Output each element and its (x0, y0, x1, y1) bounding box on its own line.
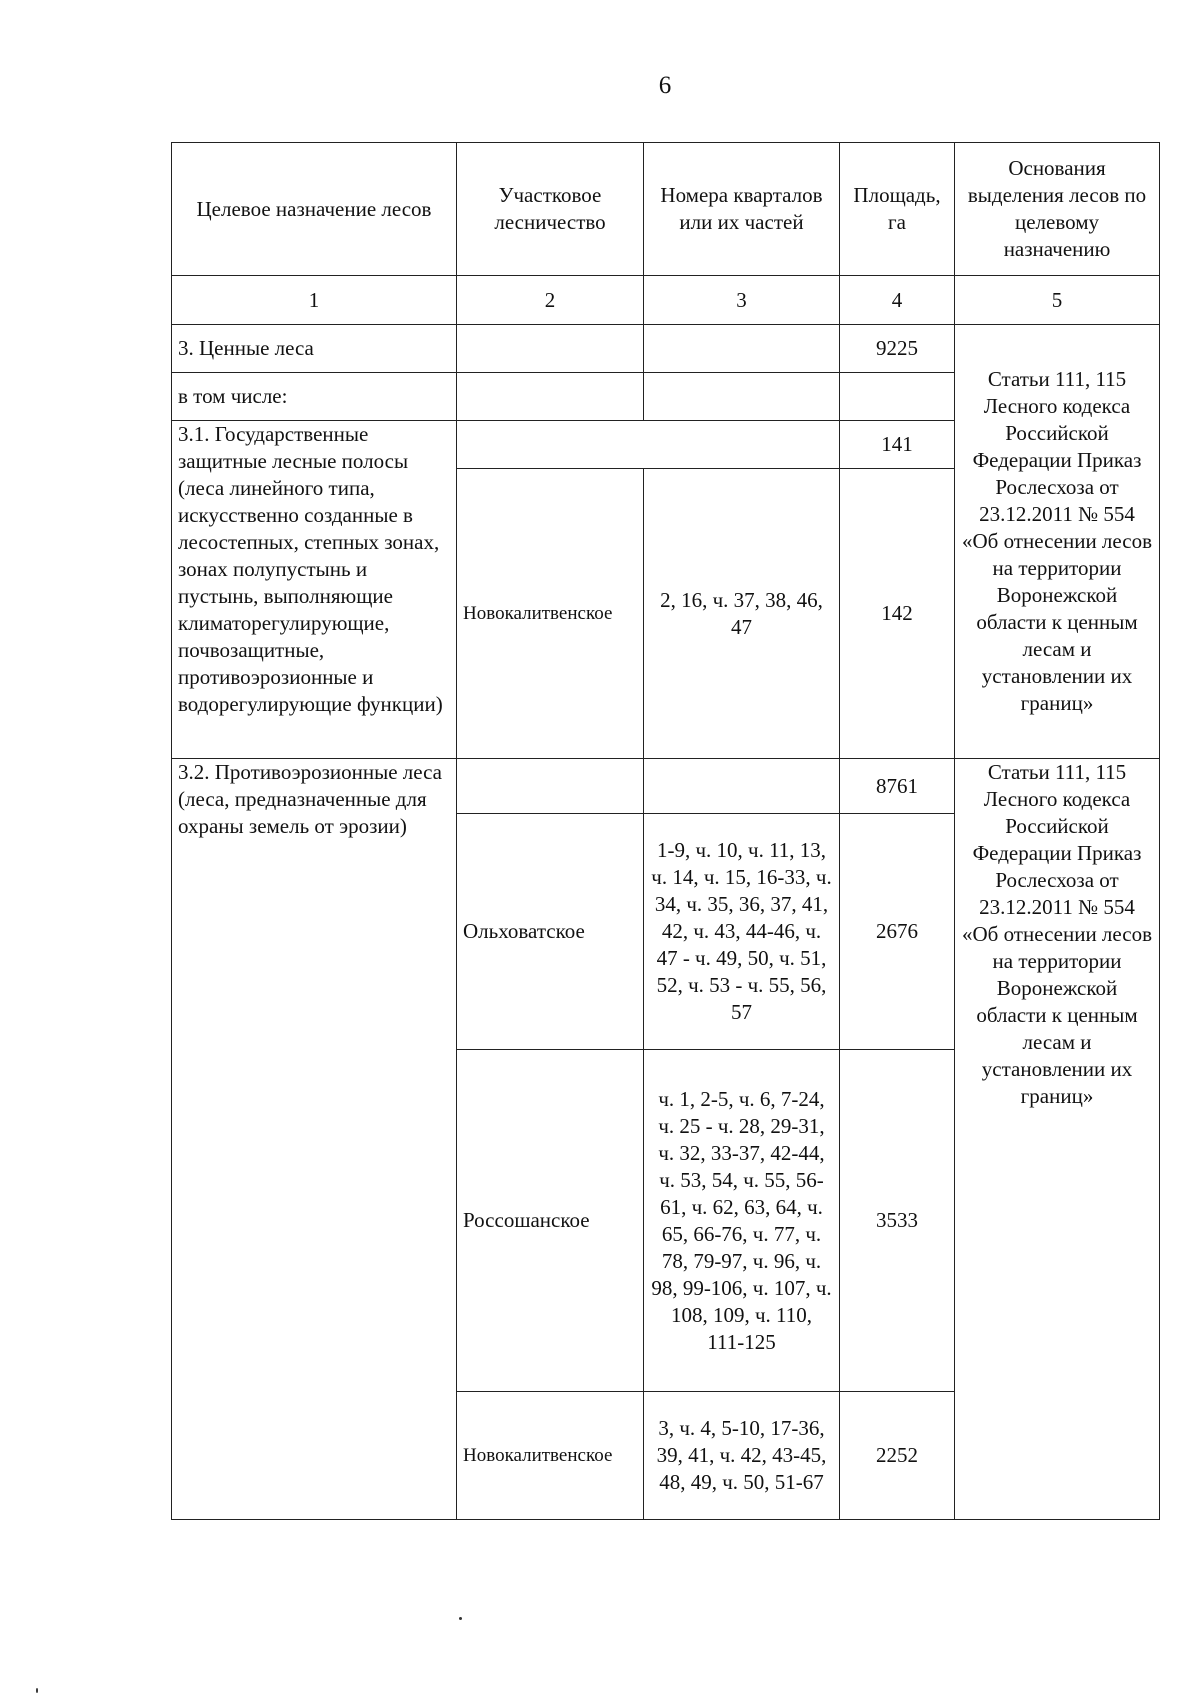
anti-erosion-area-total: 8761 (840, 759, 955, 814)
area-value: 2252 (840, 1392, 955, 1520)
forestry-name: Новокалитвенское (457, 1392, 644, 1520)
column-number: 5 (955, 276, 1160, 325)
basis-cell-1: Статьи 111, 115 Лесного кодекса Российской Федерации Приказ Рослесхоза от 23.12.2011 № 554 «Об отнесении лесов на территории Воронежской области к ценным лесам и установлении их границ» (955, 325, 1160, 759)
scan-speck (36, 1688, 38, 1693)
area-value: 2676 (840, 814, 955, 1050)
header-forestry: Участковое лесничество (457, 143, 644, 276)
header-purpose: Целевое назначение лесов (172, 143, 457, 276)
basis-cell-2: Статьи 111, 115 Лесного кодекса Российской Федерации Приказ Рослесхоза от 23.12.2011 № 554 «Об отнесении лесов на территории Воронежской области к ценным лесам и установлении их границ» (955, 759, 1160, 1520)
table-header-row (172, 143, 1160, 276)
area-value: 3533 (840, 1050, 955, 1392)
column-number: 4 (840, 276, 955, 325)
column-number: 2 (457, 276, 644, 325)
shelterbelt-area-total: 141 (840, 421, 955, 469)
quarter-numbers: 1-9, ч. 10, ч. 11, 13, ч. 14, ч. 15, 16-33, ч. 34, ч. 35, 36, 37, 41, 42, ч. 43, 44-46, ч. 47 - ч. 49, 50, ч. 51, 52, ч. 53 - ч. 55, 56, 57 (644, 814, 840, 1050)
header-basis: Основания выделения лесов по целевому назначению (955, 143, 1160, 276)
page-number: 6 (658, 72, 672, 99)
forestry-name: Россошанское (457, 1050, 644, 1392)
table-row (172, 325, 1160, 373)
area-value: 142 (840, 469, 955, 759)
including-label: в том числе: (172, 373, 457, 421)
table-row (172, 759, 1160, 814)
column-number: 3 (644, 276, 840, 325)
column-number: 1 (172, 276, 457, 325)
forestry-name: Новокалитвенское (457, 469, 644, 759)
quarter-numbers: ч. 1, 2-5, ч. 6, 7-24, ч. 25 - ч. 28, 29-31, ч. 32, 33-37, 42-44, ч. 53, 54, ч. 55, 56-61, ч. 62, 63, 64, ч. 65, 66-76, ч. 77, ч. 78, 79-97, ч. 96, ч. 98, 99-106, ч. 107, ч. 108, 109, ч. 110, 111-125 (644, 1050, 840, 1392)
scan-speck (459, 1617, 462, 1620)
forest-purpose-table (171, 142, 1160, 1520)
quarter-numbers: 2, 16, ч. 37, 38, 46, 47 (644, 469, 840, 759)
header-quarters: Номера кварталов или их частей (644, 143, 840, 276)
anti-erosion-label: 3.2. Противоэрозионные леса (леса, предназначенные для охраны земель от эрозии) (172, 759, 457, 1520)
quarter-numbers: 3, ч. 4, 5-10, 17-36, 39, 41, ч. 42, 43-45, 48, 49, ч. 50, 51-67 (644, 1392, 840, 1520)
header-area: Площадь, га (840, 143, 955, 276)
valuable-forests-label: 3. Ценные леса (172, 325, 457, 373)
column-number-row (172, 276, 1160, 325)
forestry-name: Ольховатское (457, 814, 644, 1050)
valuable-forests-area: 9225 (840, 325, 955, 373)
shelterbelt-label: 3.1. Государственные защитные лесные полосы (леса линейного типа, искусственно созданные в лесостепных, степных зонах, зонах полупустынь и пустынь, выполняющие климаторегулирующие, почвозащитные, противоэрозионные и водорегулирующие функции) (172, 421, 457, 759)
